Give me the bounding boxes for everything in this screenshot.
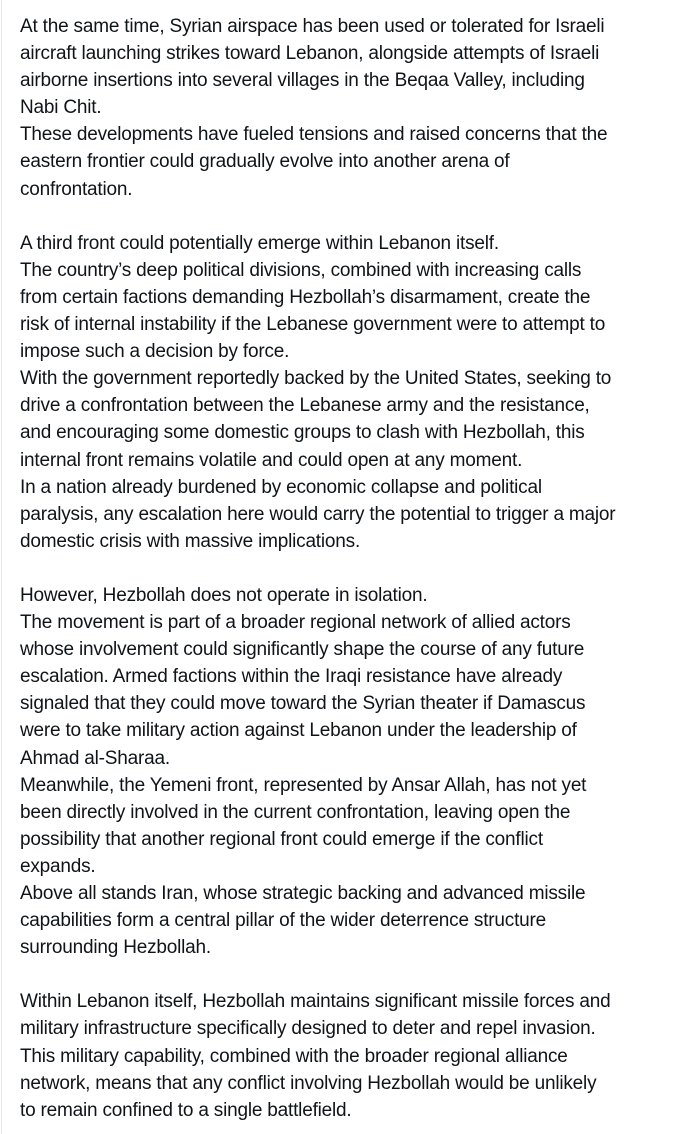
paragraph-gap <box>20 203 685 230</box>
paragraph-gap <box>20 555 685 582</box>
text-line: Ahmad al-Sharaa. <box>20 747 170 769</box>
text-line: eastern frontier could gradually evolve into another arena of <box>20 151 510 173</box>
text-line: drive a confrontation between the Lebanese army and the resistance, <box>20 395 590 417</box>
text-line: The movement is part of a broader regional network of allied actors <box>20 612 571 634</box>
text-line: possibility that another regional front could emerge if the conflict <box>20 828 543 850</box>
paragraph <box>20 582 685 961</box>
text-line: and encouraging some domestic groups to clash with Hezbollah, this <box>20 422 585 444</box>
text-line: impose such a decision by force. <box>20 341 290 363</box>
post-text <box>20 13 685 1124</box>
text-line: The country’s deep political divisions, combined with increasing calls <box>20 259 582 281</box>
text-line: escalation. Armed factions within the Iraqi resistance have already <box>20 666 563 688</box>
text-line: A third front could potentially emerge within Lebanon itself. <box>20 232 499 254</box>
text-line: been directly involved in the current confrontation, leaving open the <box>20 801 571 823</box>
text-line: network, means that any conflict involving Hezbollah would be unlikely <box>20 1072 597 1094</box>
text-line: domestic crisis with massive implications. <box>20 530 361 552</box>
text-line: However, Hezbollah does not operate in isolation. <box>20 584 428 606</box>
paragraph-gap <box>20 961 685 988</box>
text-line: whose involvement could significantly shape the course of any future <box>20 639 585 661</box>
text-line: Above all stands Iran, whose strategic backing and advanced missile <box>20 883 586 904</box>
paragraph <box>20 13 685 203</box>
text-line: airborne insertions into several villages in the Beqaa Valley, including <box>20 70 585 92</box>
left-border <box>1 0 2 1134</box>
text-line: risk of internal instability if the Lebanese government were to attempt to <box>20 314 606 336</box>
paragraph <box>20 230 685 555</box>
text-line: In a nation already burdened by economic collapse and political <box>20 476 542 498</box>
text-line: from certain factions demanding Hezbollah’s disarmament, create the <box>20 286 591 308</box>
text-line: capabilities form a central pillar of the wider deterrence structure <box>20 910 547 932</box>
paragraph <box>20 988 685 1123</box>
text-line: confrontation. <box>20 178 133 200</box>
text-line: surrounding Hezbollah. <box>20 937 211 959</box>
text-line: aircraft launching strikes toward Lebanon, alongside attempts of Israeli <box>20 43 600 65</box>
text-line: Nabi Chit. <box>20 97 102 119</box>
text-line: Meanwhile, the Yemeni front, represented by Ansar Allah, has not yet <box>20 774 587 796</box>
text-line: internal front remains volatile and could open at any moment. <box>20 449 523 471</box>
text-line: were to take military action against Lebanon under the leadership of <box>20 720 577 742</box>
text-line: This military capability, combined with the broader regional alliance <box>20 1045 568 1067</box>
text-line: Within Lebanon itself, Hezbollah maintains significant missile forces and <box>20 991 611 1013</box>
text-line: These developments have fueled tensions and raised concerns that the <box>20 124 608 146</box>
text-line: signaled that they could move toward the Syrian theater if Damascus <box>20 693 586 715</box>
text-line: expands. <box>20 855 96 877</box>
text-line: to remain confined to a single battlefield. <box>20 1099 352 1121</box>
text-line: At the same time, Syrian airspace has been used or tolerated for Israeli <box>20 16 605 37</box>
text-line: With the government reportedly backed by the United States, seeking to <box>20 368 612 390</box>
text-line: military infrastructure specifically designed to deter and repel invasion. <box>20 1018 596 1040</box>
text-line: paralysis, any escalation here would carry the potential to trigger a major <box>20 503 616 525</box>
